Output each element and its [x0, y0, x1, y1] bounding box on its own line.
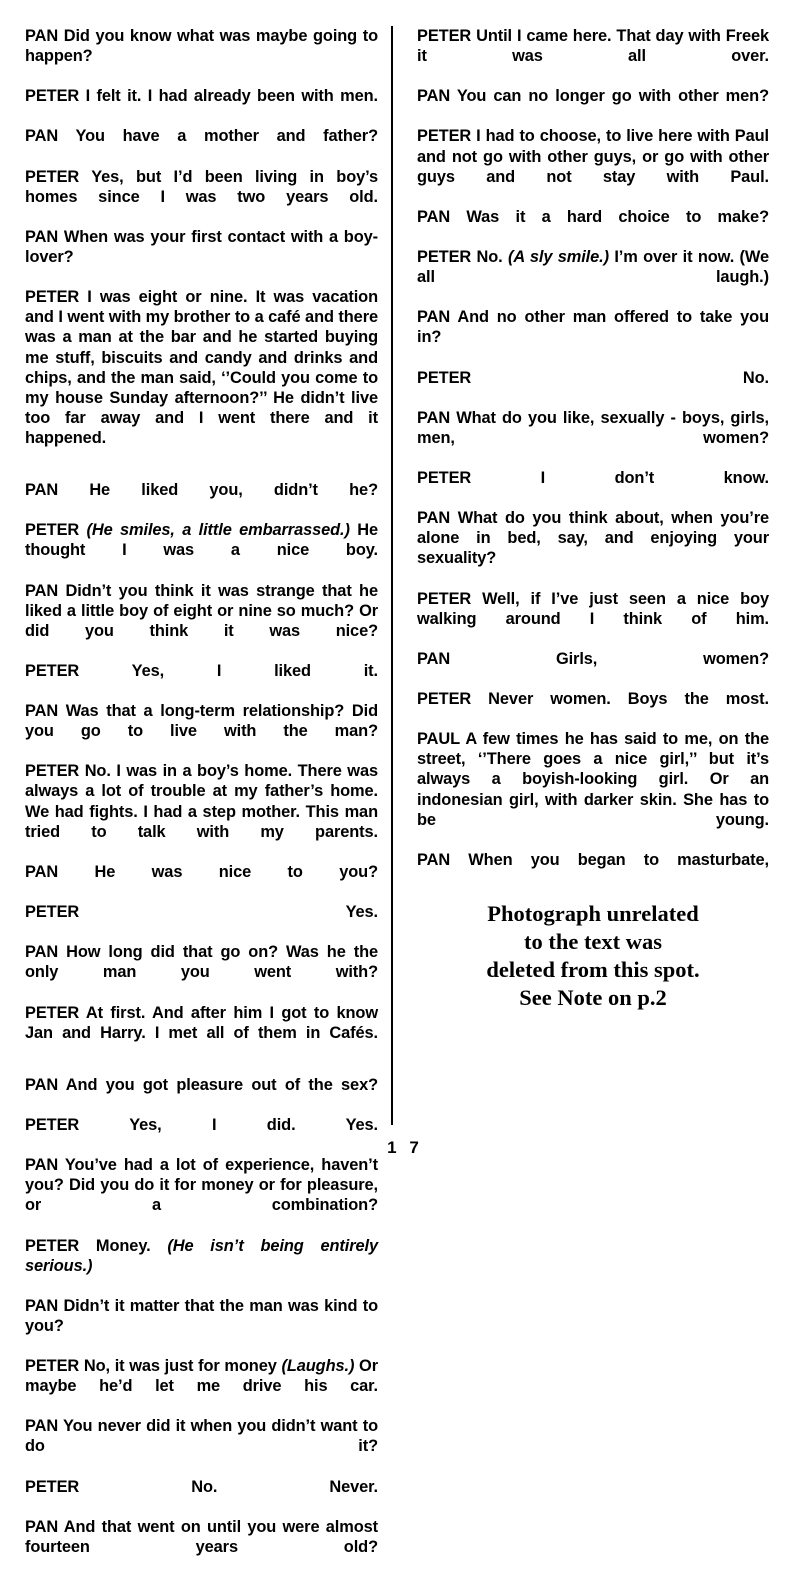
dialogue-line: [25, 126, 378, 166]
dialogue-line: [417, 26, 769, 86]
dialogue-text: PETER Until I came here. That day with Freek it was all over.: [417, 27, 769, 66]
dialogue-text: PETER No.: [417, 368, 769, 387]
dialogue-text: PAN Did you know what was maybe going to happen?: [25, 27, 378, 66]
dialogue-text: PAN He was nice to you?: [25, 862, 378, 881]
dialogue-text: PETER Well, if I’ve just seen a nice boy walking around I think of him.: [417, 589, 769, 628]
notice-line: Photograph unrelated: [487, 901, 699, 926]
dialogue-text: PETER I had to choose, to live here with Paul and not go with other guys, or go with other guys and not stay with Paul.: [417, 127, 769, 186]
stage-direction: (He isn’t being entirely serious.): [25, 1236, 379, 1275]
dialogue-line: [25, 167, 378, 227]
dialogue-line: [417, 649, 769, 689]
dialogue-line: [25, 1517, 378, 1577]
dialogue-text: PAN And that went on until you were almost fourteen years old?: [25, 1517, 378, 1556]
dialogue-text: PAN Didn’t it matter that the man was kind to you?: [25, 1296, 378, 1335]
dialogue-text: PAN How long did that go on? Was he the only man you went with?: [25, 943, 378, 982]
dialogue-text: PAUL A few times he has said to me, on the street, ‘’There goes a nice girl,’’ but it’s always a boyish-looking girl. Or an indonesian girl, with darker skin. She has to be young.: [417, 730, 769, 829]
dialogue-line: [25, 480, 378, 520]
dialogue-text: PETER: [25, 521, 87, 540]
dialogue-text: PETER Yes, I liked it.: [25, 661, 378, 680]
dialogue-text: PETER No.: [417, 248, 508, 267]
dialogue-line: [25, 862, 378, 902]
dialogue-text: PETER Never women. Boys the most.: [417, 690, 769, 709]
dialogue-text: PETER Yes.: [25, 903, 378, 922]
dialogue-line: [25, 581, 378, 661]
dialogue-line: [25, 701, 378, 761]
dialogue-text: PETER At first. And after him I got to know Jan and Harry. I met all of them in Cafés.: [25, 1003, 378, 1042]
dialogue-text: PETER No. Never.: [25, 1477, 378, 1496]
dialogue-text: PETER Yes, I did. Yes.: [25, 1115, 378, 1134]
dialogue-line: [417, 207, 769, 247]
left-text-column: [25, 26, 378, 1577]
dialogue-text: PAN Didn’t you think it was strange that he liked a little boy of eight or nine so much? Or did you think it was nice?: [25, 581, 378, 640]
dialogue-text: PAN What do you think about, when you’re alone in bed, say, and enjoying your sexuality?: [417, 509, 769, 568]
dialogue-text: PETER No. I was in a boy’s home. There was always a lot of trouble at my father’s home. We had fights. I had a step mother. This man tried to talk with my parents.: [25, 762, 378, 841]
dialogue-line: [417, 689, 769, 729]
dialogue-line: [417, 468, 769, 508]
stage-direction: (He smiles, a little embarrassed.): [86, 521, 350, 540]
dialogue-text: PETER Yes, but I’d been living in boy’s homes since I was two years old.: [25, 167, 378, 206]
dialogue-line: [25, 661, 378, 701]
dialogue-text: PAN Girls, women?: [417, 649, 769, 668]
dialogue-line: [25, 1296, 378, 1356]
dialogue-text: PAN You’ve had a lot of experience, haven’t you? Did you do it for money or for pleasure, or a combination?: [25, 1156, 378, 1215]
dialogue-line: [417, 850, 769, 890]
dialogue-line: [25, 902, 378, 942]
dialogue-text: PETER I don’t know.: [417, 469, 769, 488]
dialogue-line: [417, 508, 769, 588]
dialogue-line: [417, 729, 769, 850]
stage-direction: (Laughs.): [281, 1357, 355, 1376]
right-text-column: [417, 26, 769, 890]
dialogue-text: PETER Money.: [25, 1236, 168, 1255]
dialogue-line: [25, 227, 378, 287]
dialogue-text: PETER No, it was just for money: [25, 1357, 282, 1376]
dialogue-text: PAN You have a mother and father?: [25, 127, 378, 146]
dialogue-text: PAN When was your first contact with a boy-lover?: [25, 227, 378, 267]
dialogue-text: PAN When you began to masturbate,: [417, 850, 769, 869]
dialogue-text: I’m over it now. (We all laugh.): [417, 248, 769, 287]
column-divider-rule: [391, 26, 393, 1125]
notice-line: to the text was: [523, 929, 663, 954]
dialogue-line: [417, 247, 769, 307]
dialogue-line: [25, 1003, 378, 1063]
dialogue-line: [25, 1356, 378, 1416]
dialogue-line: [25, 1477, 378, 1517]
dialogue-line: [25, 26, 378, 86]
dialogue-line: [417, 589, 769, 649]
dialogue-line: [417, 408, 769, 468]
dialogue-text: PAN You never did it when you didn’t want to do it?: [25, 1417, 378, 1456]
dialogue-line: [417, 86, 769, 126]
page-number: 1 7: [387, 1138, 423, 1157]
dialogue-line: [25, 942, 378, 1002]
dialogue-line: [25, 1075, 378, 1115]
stage-direction: (A sly smile.): [508, 248, 609, 267]
dialogue-line: [25, 520, 378, 580]
dialogue-line: [25, 1416, 378, 1476]
dialogue-line: [417, 307, 769, 367]
dialogue-text: PETER I was eight or nine. It was vacation and I went with my brother to a café and there was a man at the bar and he started buying me stuff, biscuits and candy and drinks and chips, and the man said, ‘’Could you come to my house Sunday afternoon?’’ He didn’t live too far away and I went there and it happened.: [25, 288, 378, 447]
dialogue-text: PAN And you got pleasure out of the sex?: [25, 1075, 378, 1094]
dialogue-text: PETER I felt it. I had already been with men.: [25, 87, 378, 106]
dialogue-text: PAN He liked you, didn’t he?: [25, 481, 378, 500]
notice-line: See Note on p.2: [519, 985, 667, 1010]
dialogue-text: He thought I was a nice boy.: [25, 521, 378, 560]
dialogue-text: PAN And no other man offered to take you in?: [417, 308, 769, 347]
dialogue-line: [25, 1236, 378, 1296]
dialogue-text: PAN Was it a hard choice to make?: [417, 207, 769, 226]
dialogue-line: [417, 368, 769, 408]
dialogue-text: PAN You can no longer go with other men?: [417, 87, 769, 106]
notice-line: deleted from this spot.: [486, 957, 700, 982]
photograph-deleted-notice: [417, 900, 769, 1012]
dialogue-line: [25, 761, 378, 861]
dialogue-text: PAN What do you like, sexually - boys, girls, men, women?: [417, 408, 769, 447]
dialogue-line: [417, 126, 769, 206]
dialogue-line: [25, 1155, 378, 1235]
dialogue-text: PAN Was that a long-term relationship? Did you go to live with the man?: [25, 702, 378, 741]
dialogue-line: [25, 287, 378, 468]
dialogue-line: [25, 86, 378, 126]
dialogue-text: Or maybe he’d let me drive his car.: [25, 1357, 378, 1396]
